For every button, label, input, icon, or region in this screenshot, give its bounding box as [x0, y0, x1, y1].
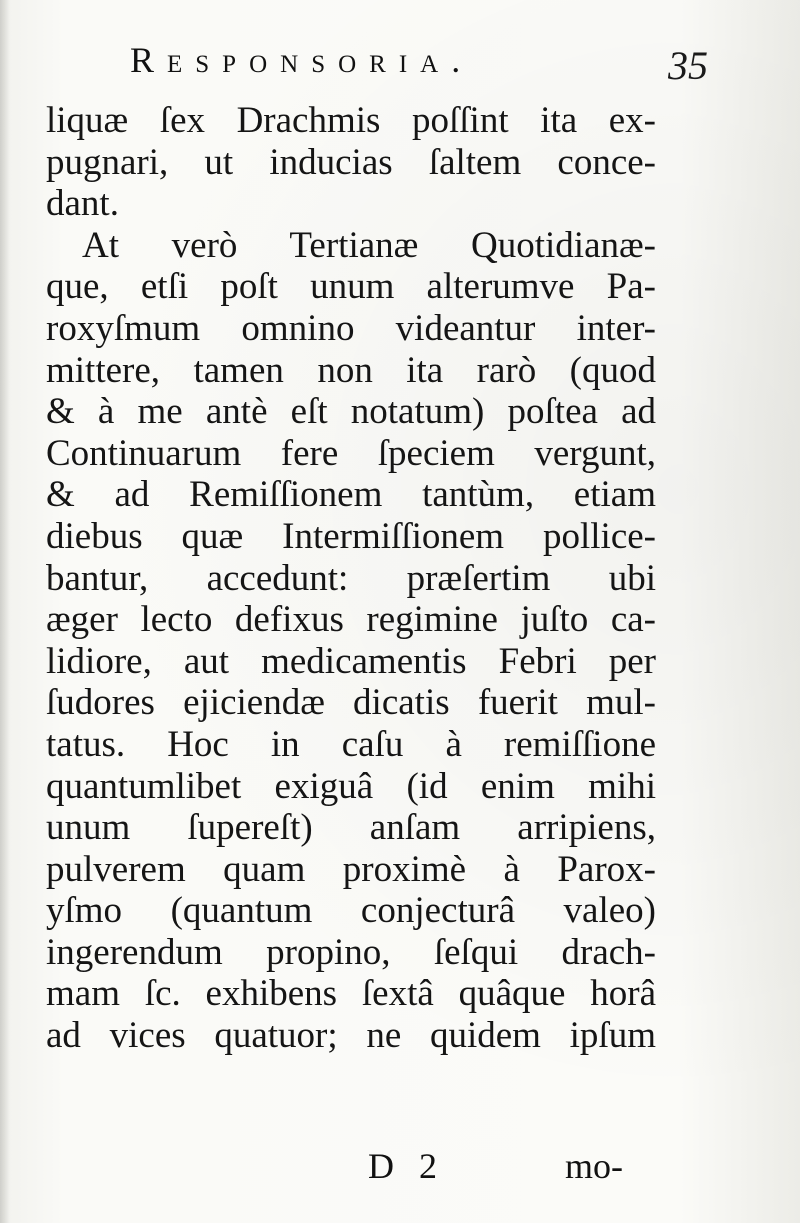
text-line: que, etſi poſt unum alterumve Pa-: [46, 266, 656, 308]
text-line: lidiore, aut medicamentis Febri per: [46, 640, 656, 682]
text-line: bantur, accedunt: præſertim ubi: [46, 557, 656, 599]
text-line: mittere, tamen non ita rarò (quod: [46, 349, 656, 391]
running-head: Responsoria.: [130, 40, 474, 80]
text-line: ſudores ejiciendæ dicatis fuerit mul-: [46, 682, 656, 724]
text-line: ingerendum propino, ſeſqui drach-: [46, 931, 656, 973]
text-line: dant.: [46, 183, 119, 225]
text-line: roxyſmum omnino videantur inter-: [46, 307, 656, 349]
text-line: tatus. Hoc in caſu à remiſſione: [46, 723, 656, 765]
text-line: æger lecto defixus regimine juſto ca-: [46, 599, 656, 641]
page-footer: [0, 1140, 800, 1190]
text-line: pulverem quam proximè à Parox-: [46, 848, 656, 890]
page-number: 35: [668, 43, 708, 88]
page-header: [0, 28, 800, 98]
text-line: & à me antè eſt notatum) poſtea ad: [46, 391, 656, 433]
page-gutter-shadow: [0, 0, 10, 1223]
text-line: ad vices quatuor; ne quidem ipſum: [46, 1015, 656, 1057]
signature-mark: D 2: [368, 1146, 445, 1186]
text-line: Continuarum fere ſpeciem vergunt,: [46, 432, 656, 474]
text-line: yſmo (quantum conjecturâ valeo): [46, 890, 656, 932]
text-line: quantumlibet exiguâ (id enim mihi: [46, 765, 656, 807]
text-line: & ad Remiſſionem tantùm, etiam: [46, 474, 656, 516]
catchword: mo-: [565, 1146, 623, 1186]
text-line: mam ſc. exhibens ſextâ quâque horâ: [46, 973, 656, 1015]
text-line: pugnari, ut inducias ſaltem conce-: [46, 141, 656, 183]
text-line: At verò Tertianæ Quotidianæ-: [82, 224, 656, 266]
text-line: unum ſupereſt) anſam arripiens,: [46, 807, 656, 849]
text-line: liquæ ſex Drachmis poſſint ita ex-: [46, 100, 656, 141]
body-text: [46, 100, 656, 1057]
text-line: diebus quæ Intermiſſionem pollice-: [46, 515, 656, 557]
